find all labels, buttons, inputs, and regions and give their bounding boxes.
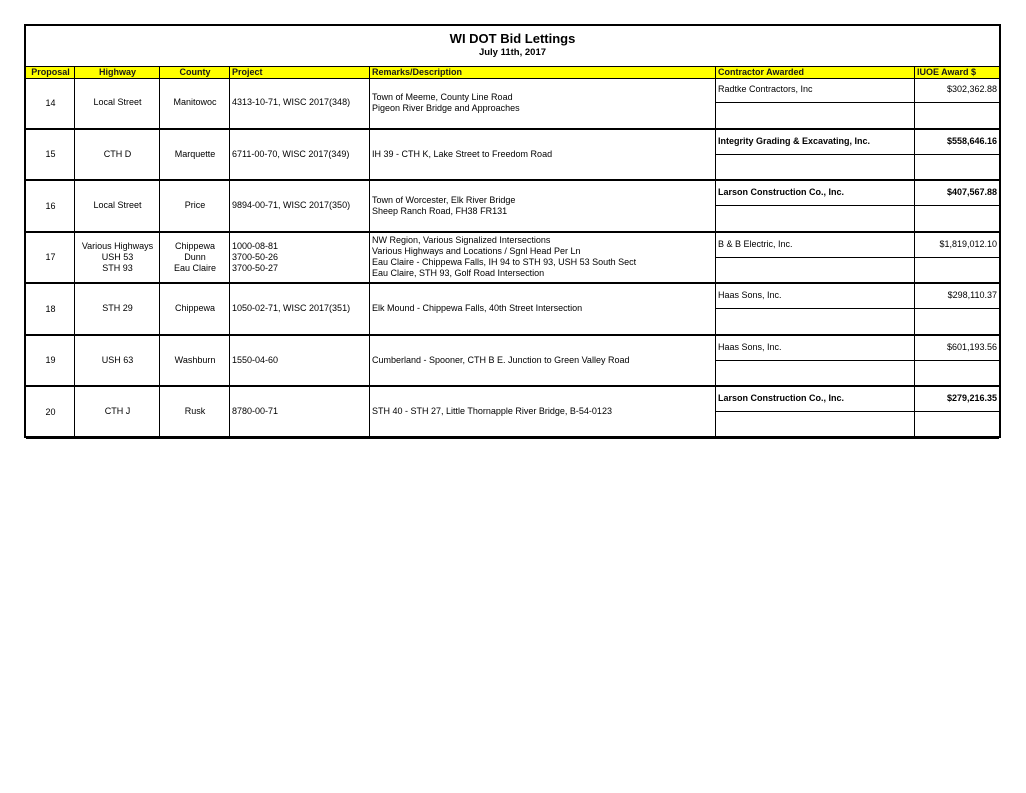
project-cell: 1550-04-60: [232, 354, 279, 365]
county-cell: Manitowoc: [173, 97, 217, 108]
highway-cell: STH 29: [102, 303, 133, 314]
document-title: WI DOT Bid Lettings: [449, 31, 576, 46]
contractor-awarded: Integrity Grading & Excavating, Inc.: [718, 135, 871, 146]
remarks-cell: Various Highways and Locations / Sgnl Head Per Ln: [372, 246, 581, 257]
award-amount: $298,110.37: [947, 290, 997, 300]
project-cell: 1050-02-71, WISC 2017(351): [232, 303, 351, 314]
remarks-cell: Town of Meeme, County Line Road: [372, 91, 513, 102]
contractor-subdivider: [716, 102, 999, 103]
county-cell: Eau Claire: [173, 262, 217, 273]
award-amount: $302,362.88: [946, 84, 997, 94]
county-cell: Price: [184, 200, 206, 211]
highway-cell: Local Street: [93, 97, 142, 108]
award-amount: $601,193.56: [946, 341, 997, 352]
row-divider: [26, 437, 999, 439]
column-divider: [914, 66, 915, 437]
remarks-cell: Sheep Ranch Road, FH38 FR131: [372, 205, 508, 216]
county-cell: Marquette: [174, 148, 216, 159]
contractor-subdivider: [716, 411, 999, 412]
remarks-cell: Pigeon River Bridge and Approaches: [372, 102, 520, 113]
proposal-number: 20: [45, 406, 56, 417]
award-amount: $1,819,012.10: [939, 238, 997, 249]
document-date: July 11th, 2017: [478, 47, 547, 58]
remarks-cell: Town of Worcester, Elk River Bridge: [372, 194, 516, 205]
row-divider: [26, 334, 999, 336]
contractor-awarded: Larson Construction Co., Inc.: [718, 187, 845, 197]
bid-lettings-sheet: [24, 24, 1001, 438]
header-proposal: Proposal: [31, 67, 70, 77]
proposal-number: 14: [45, 97, 56, 108]
header-contractor: Contractor Awarded: [718, 67, 805, 77]
remarks-cell: Eau Claire - Chippewa Falls, IH 94 to STH 93, USH 53 South Sect: [372, 257, 637, 268]
project-cell: 1000-08-81: [232, 240, 279, 251]
proposal-number: 16: [45, 200, 56, 211]
award-amount: $407,567.88: [946, 187, 997, 197]
proposal-number: 15: [45, 149, 56, 160]
county-cell: Dunn: [184, 251, 206, 262]
project-cell: 8780-00-71: [232, 406, 279, 417]
highway-cell: USH 53: [101, 251, 134, 262]
header-award: IUOE Award $: [917, 67, 977, 77]
highway-cell: CTH J: [104, 406, 131, 417]
contractor-awarded: Haas Sons, Inc.: [718, 290, 782, 300]
remarks-cell: STH 40 - STH 27, Little Thornapple River Bridge, B-54-0123: [372, 406, 612, 417]
header-county: County: [179, 67, 211, 77]
table-header: [26, 66, 999, 79]
project-cell: 4313-10-71, WISC 2017(348): [232, 97, 351, 108]
project-cell: 6711-00-70, WISC 2017(349): [232, 148, 350, 159]
column-divider: [715, 66, 716, 437]
title-block: [26, 26, 999, 66]
remarks-cell: Elk Mound - Chippewa Falls, 40th Street Intersection: [372, 303, 583, 314]
remarks-cell: NW Region, Various Signalized Intersections: [372, 235, 551, 246]
row-divider: [26, 231, 999, 233]
highway-cell: CTH D: [103, 148, 132, 159]
project-cell: 3700-50-26: [232, 251, 279, 262]
remarks-cell: Eau Claire, STH 93, Golf Road Intersection: [372, 268, 545, 279]
contractor-subdivider: [716, 205, 999, 206]
row-divider: [26, 179, 999, 181]
contractor-awarded: Haas Sons, Inc.: [718, 341, 782, 352]
contractor-subdivider: [716, 154, 999, 155]
header-remarks: Remarks/Description: [372, 67, 463, 77]
column-divider: [369, 66, 370, 437]
highway-cell: Local Street: [93, 200, 142, 211]
remarks-cell: Cumberland - Spooner, CTH B E. Junction to Green Valley Road: [372, 354, 630, 365]
remarks-cell: IH 39 - CTH K, Lake Street to Freedom Road: [372, 148, 553, 159]
row-divider: [26, 128, 999, 130]
proposal-number: 18: [45, 303, 56, 314]
contractor-subdivider: [716, 360, 999, 361]
contractor-subdivider: [716, 308, 999, 309]
header-highway: Highway: [98, 67, 136, 77]
row-divider: [26, 282, 999, 284]
contractor-awarded: Larson Construction Co., Inc.: [718, 393, 845, 403]
proposal-number: 17: [45, 252, 56, 263]
county-cell: Chippewa: [174, 303, 216, 314]
contractor-subdivider: [716, 257, 999, 258]
highway-cell: STH 93: [102, 262, 133, 273]
contractor-awarded: Radtke Contractors, Inc: [718, 84, 813, 94]
proposal-number: 19: [45, 355, 56, 366]
highway-cell: USH 63: [101, 354, 134, 365]
contractor-awarded: B & B Electric, Inc.: [718, 238, 793, 249]
county-cell: Chippewa: [174, 240, 216, 251]
row-divider: [26, 385, 999, 387]
award-amount: $279,216.35: [946, 393, 997, 403]
county-cell: Washburn: [174, 354, 216, 365]
county-cell: Rusk: [184, 406, 206, 417]
project-cell: 9894-00-71, WISC 2017(350): [232, 200, 351, 211]
highway-cell: Various Highways: [81, 240, 154, 251]
project-cell: 3700-50-27: [232, 262, 279, 273]
header-project: Project: [232, 67, 263, 77]
award-amount: $558,646.16: [946, 135, 997, 146]
